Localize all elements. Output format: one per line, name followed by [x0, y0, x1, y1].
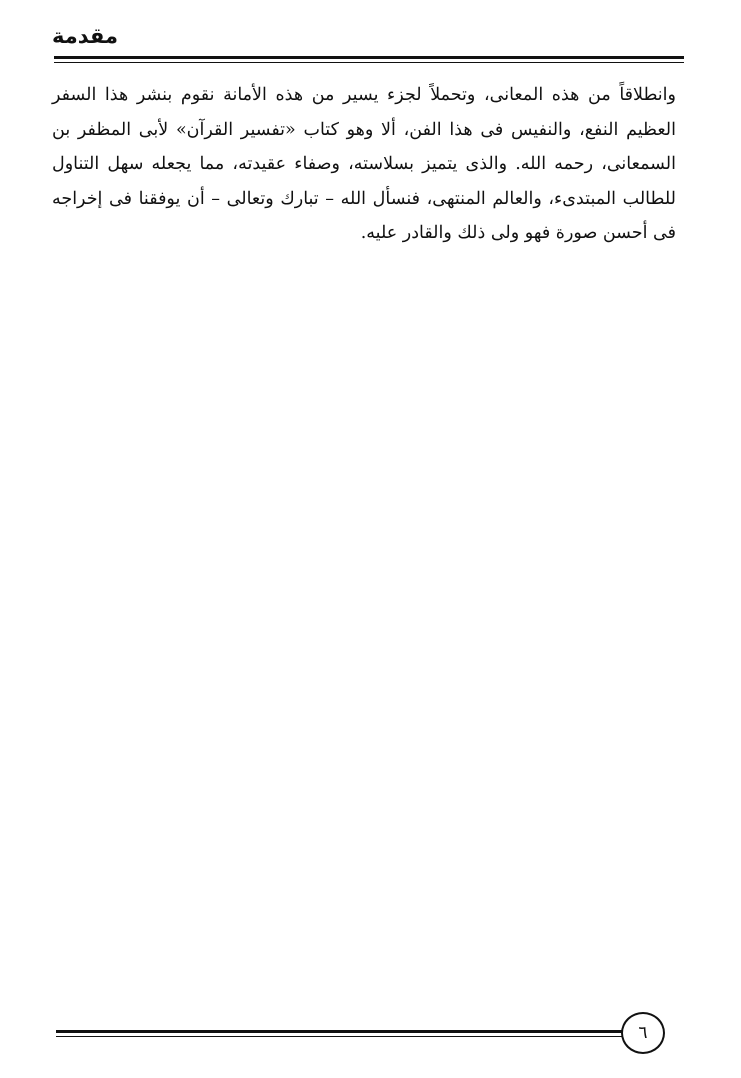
section-title: مقدمة — [52, 24, 118, 48]
header-rule-thick — [54, 56, 684, 59]
body-text-block — [52, 78, 676, 251]
header-rule-thin — [54, 62, 684, 63]
footer-rule-thin — [56, 1036, 622, 1037]
body-paragraph: وانطلاقاً من هذه المعانى، وتحملاً لجزء يسير من هذه الأمانة نقوم بنشر هذا السفر العظيم النفع، والنفيس فى هذا الفن، ألا وهو كتاب «تفسير القرآن» لأبى المظفر بن السمعانى، رحمه الله. والذى يتميز بسلاسته، وصفاء عقيدته، مما يجعله سهل التناول للطالب المبتدىء، والعالم المنتهى، فنسأل الله – تبارك وتعالى – أن يوفقنا فى إخراجه فى أحسن صورة فهو ولى ذلك والقادر عليه. — [52, 85, 676, 243]
page-number: ٦ — [638, 1023, 648, 1043]
footer-rule-thick — [56, 1030, 622, 1033]
page-number-badge — [621, 1012, 665, 1054]
